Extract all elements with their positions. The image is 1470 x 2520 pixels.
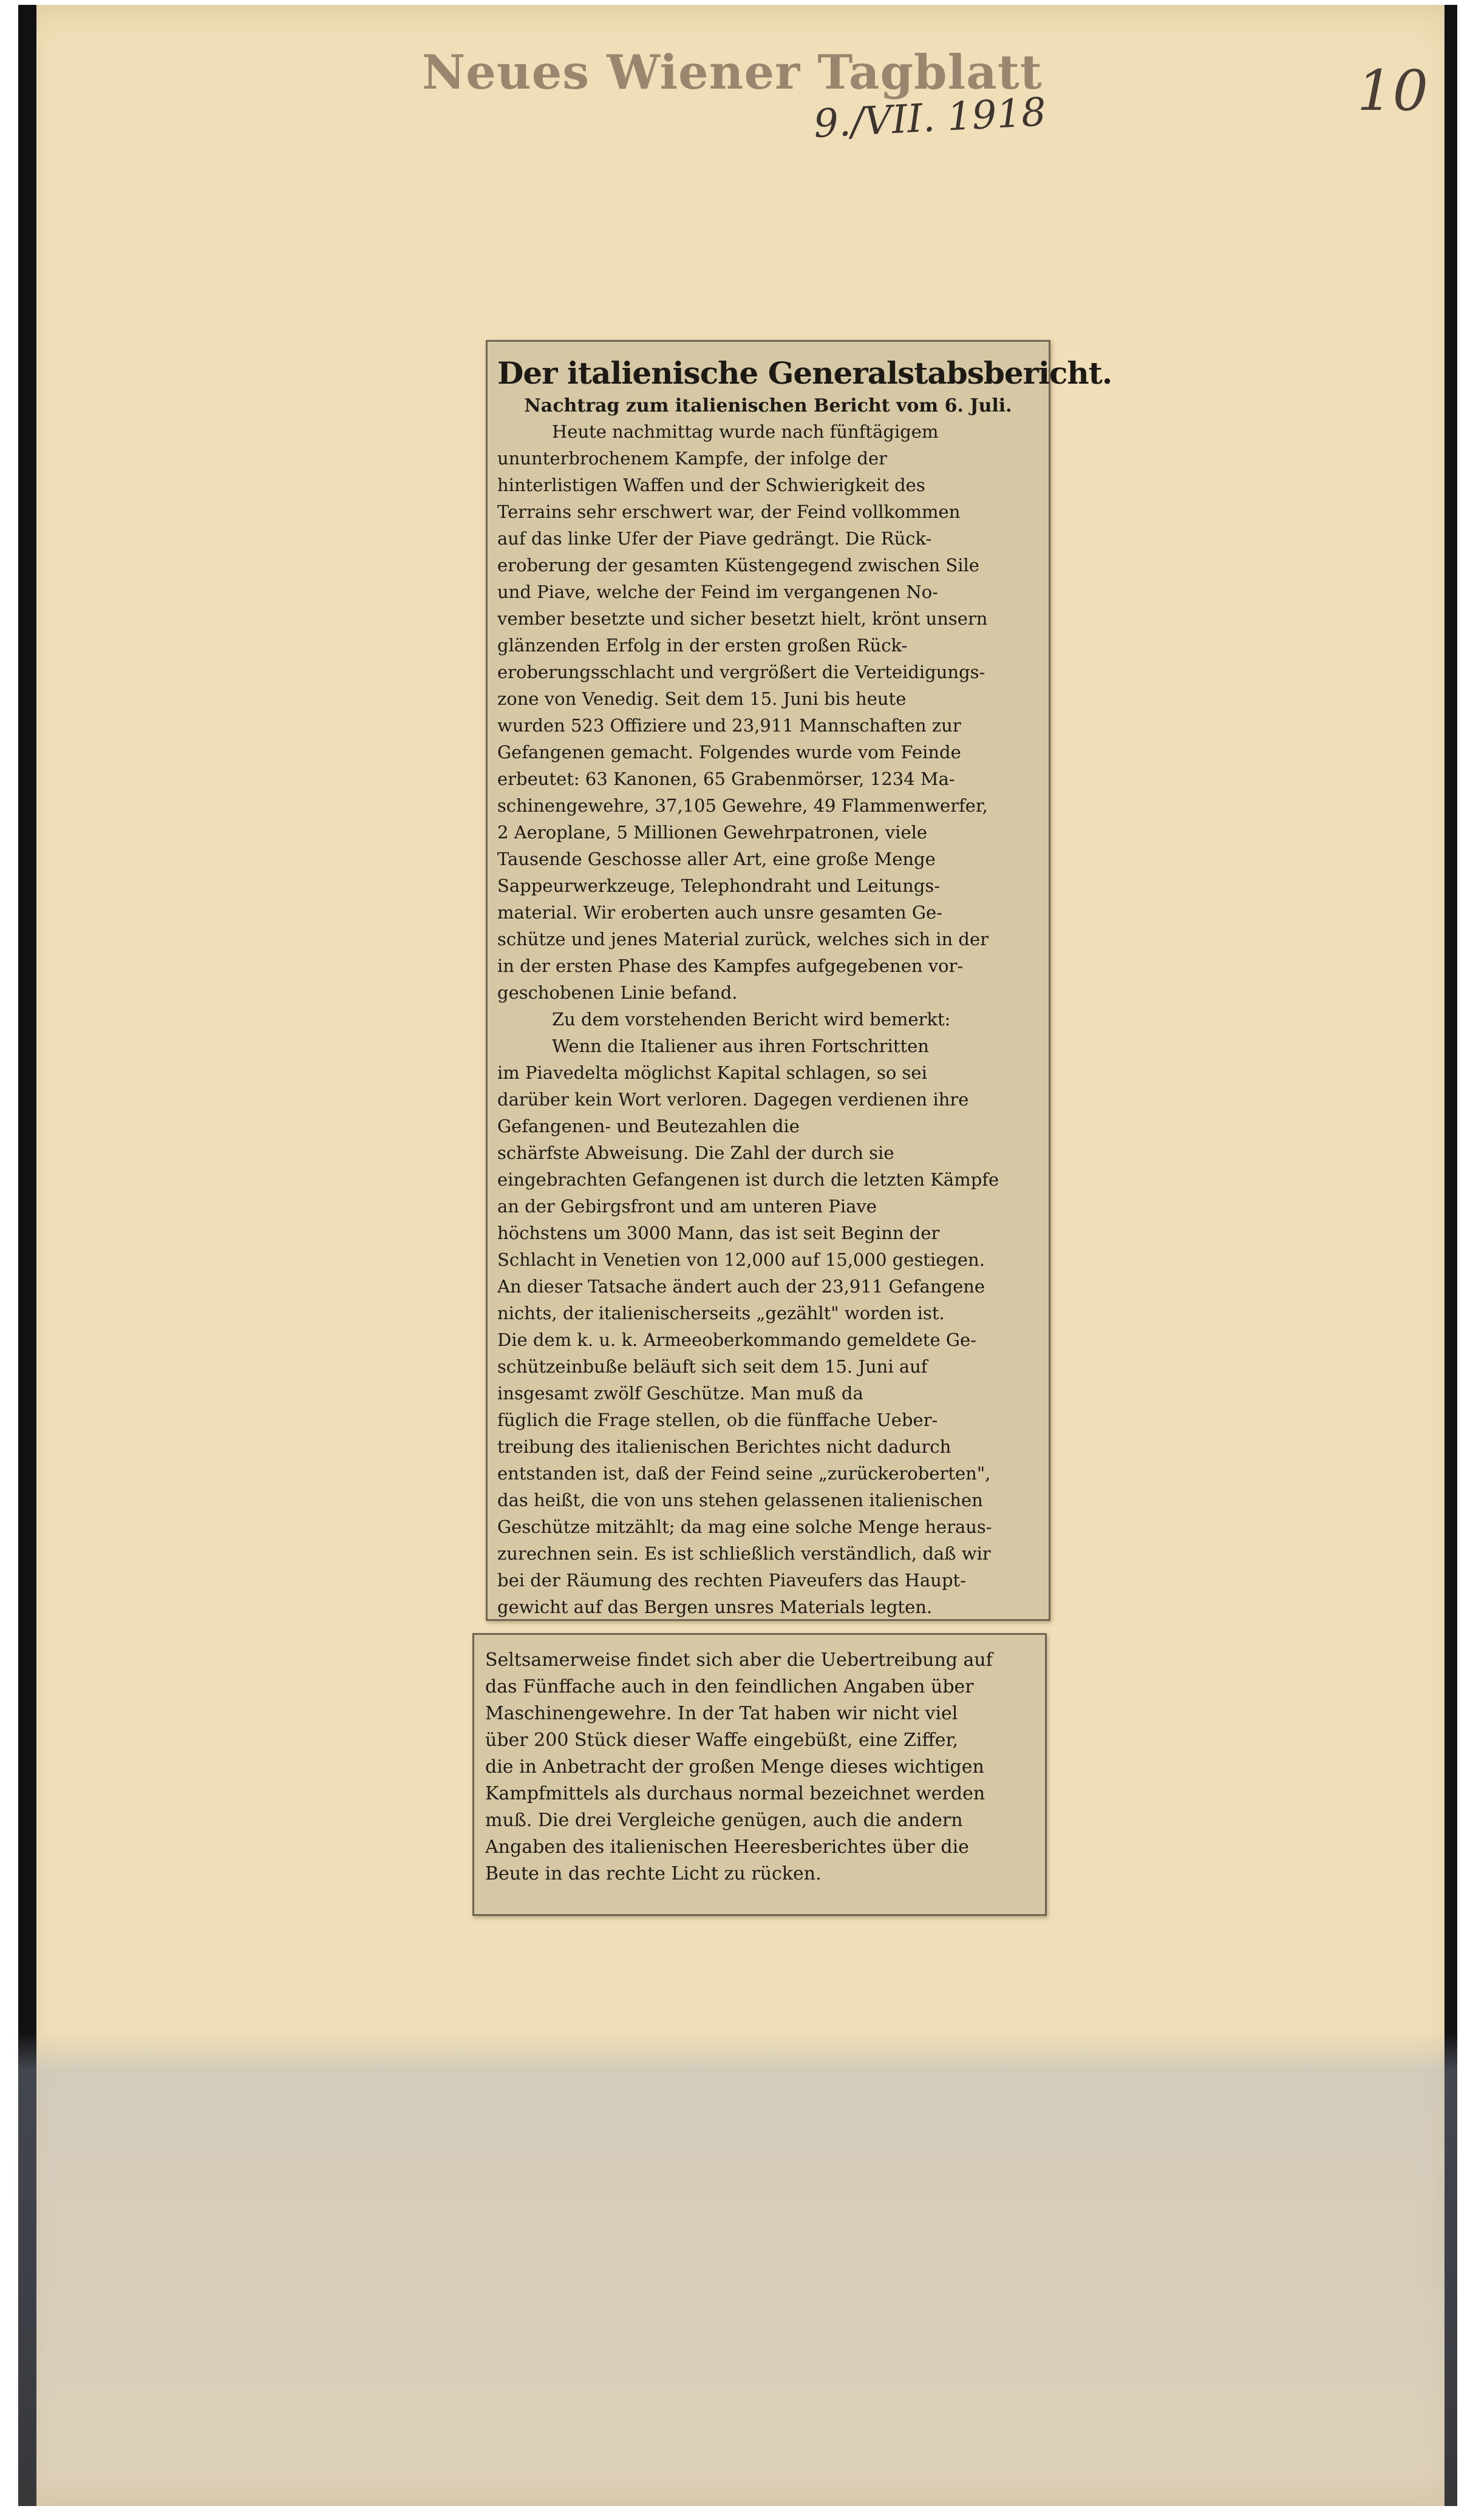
article-line: auf das linke Ufer der Piave gedrängt. Die Rück- — [497, 528, 932, 549]
scan-edge-right — [1444, 5, 1457, 2506]
article-line: zurechnen sein. Es ist schließlich verständlich, daß wir — [497, 1543, 991, 1564]
article-line: zone von Venedig. Seit dem 15. Juni bis heute — [497, 688, 907, 709]
article-line: hinterlistigen Waffen und der Schwierigkeit des — [497, 475, 925, 495]
newspaper-clipping-continuation — [472, 1633, 1047, 1916]
article-line: über 200 Stück dieser Waffe eingebüßt, eine Ziffer, — [485, 1730, 959, 1751]
handwritten-date: 9./VII. 1918 — [812, 90, 1047, 147]
article-line: vember besetzte und sicher besetzt hielt, krönt unsern — [497, 608, 988, 629]
article-line: Gefangenen gemacht. Folgendes wurde vom Feinde — [497, 742, 961, 762]
article-line: Heute nachmittag wurde nach fünftägigem — [552, 421, 939, 442]
article-line: Tausende Geschosse aller Art, eine große Menge — [497, 849, 936, 869]
article-line: eroberungsschlacht und vergrößert die Verteidigungs- — [497, 662, 985, 682]
article-line: und Piave, welche der Feind im vergangenen No- — [497, 582, 939, 602]
article-line: Kampfmittels als durchaus normal bezeichnet werden — [485, 1783, 985, 1804]
article-line: das Fünffache auch in den feindlichen Angaben über — [485, 1676, 974, 1697]
article-line: Gefangenen- und Beutezahlen die — [497, 1116, 800, 1136]
article-line: schützeinbuße beläuft sich seit dem 15. Juni auf — [497, 1356, 928, 1377]
article-line: glänzenden Erfolg in der ersten großen Rück- — [497, 635, 908, 656]
article-line: entstanden ist, daß der Feind seine „zurückeroberten", — [497, 1463, 991, 1484]
article-line: Maschinengewehre. In der Tat haben wir nicht viel — [485, 1703, 958, 1724]
article-line: muß. Die drei Vergleiche genügen, auch die andern — [485, 1810, 963, 1831]
article-line: Sappeurwerkzeuge, Telephondraht und Leitungs- — [497, 875, 941, 896]
article-line: nichts, der italienischerseits „gezählt" worden ist. — [497, 1303, 945, 1323]
newspaper-clipping — [486, 340, 1112, 1621]
article-line: erbeutet: 63 Kanonen, 65 Grabenmörser, 1234 Ma- — [497, 769, 955, 789]
article-line: wurden 523 Offiziere und 23,911 Mannschaften zur — [497, 715, 961, 736]
article-line: höchstens um 3000 Mann, das ist seit Beginn der — [497, 1223, 940, 1243]
article-line: Seltsamerweise findet sich aber die Uebertreibung auf — [485, 1649, 993, 1671]
article-line: Schlacht in Venetien von 12,000 auf 15,000 gestiegen. — [497, 1249, 985, 1270]
article-line: Die dem k. u. k. Armeeoberkommando gemeldete Ge- — [497, 1330, 976, 1350]
article-line: Terrains sehr erschwert war, der Feind vollkommen — [497, 501, 961, 522]
article-line: 2 Aeroplane, 5 Millionen Gewehrpatronen, viele — [497, 822, 928, 843]
article-line: gewicht auf das Bergen unsres Materials legten. — [497, 1597, 933, 1617]
article-line: das heißt, die von uns stehen gelassenen italienischen — [497, 1490, 983, 1510]
article-line: schärfste Abweisung. Die Zahl der durch sie — [497, 1143, 894, 1163]
article-line: Angaben des italienischen Heeresberichtes über die — [485, 1836, 969, 1858]
article-subhead: Nachtrag zum italienischen Bericht vom 6. Juli. — [524, 395, 1012, 416]
article-line: die in Anbetracht der großen Menge dieses wichtigen — [485, 1756, 984, 1778]
article-line: geschobenen Linie befand. — [497, 982, 738, 1003]
article-line: bei der Räumung des rechten Piaveufers das Haupt- — [497, 1570, 966, 1591]
article-headline: Der italienische Generalstabsbericht. — [497, 355, 1112, 391]
article-body — [497, 418, 1039, 1620]
scan-edge-left — [18, 5, 36, 2506]
article-line: an der Gebirgsfront und am unteren Piave — [497, 1196, 877, 1217]
article-line: schütze und jenes Material zurück, welches sich in der — [497, 929, 989, 949]
article-line: in der ersten Phase des Kampfes aufgegebenen vor- — [497, 956, 964, 976]
article-line: im Piavedelta möglichst Kapital schlagen, so sei — [497, 1062, 927, 1083]
article-line: eingebrachten Gefangenen ist durch die letzten Kämpfe — [497, 1169, 999, 1190]
article-line: ununterbrochenem Kampfe, der infolge der — [497, 448, 888, 469]
handwritten-page-number: 10 — [1357, 58, 1429, 123]
article-line: schinengewehre, 37,105 Gewehre, 49 Flammenwerfer, — [497, 795, 988, 816]
article-line: material. Wir eroberten auch unsre gesamten Ge- — [497, 902, 943, 923]
article-line: Wenn die Italiener aus ihren Fortschritten — [552, 1036, 929, 1056]
article-line: Beute in das rechte Licht zu rücken. — [485, 1863, 822, 1884]
article-line: insgesamt zwölf Geschütze. Man muß da — [497, 1383, 863, 1404]
newspaper-stamp: Neues Wiener Tagblatt — [422, 45, 1043, 100]
article-line: darüber kein Wort verloren. Dagegen verdienen ihre — [497, 1089, 969, 1110]
article-line: An dieser Tatsache ändert auch der 23,911 Gefangene — [497, 1276, 985, 1297]
article-line: füglich die Frage stellen, ob die fünffache Ueber- — [497, 1410, 938, 1430]
article-line: eroberung der gesamten Küstengegend zwischen Sile — [497, 555, 979, 576]
article-line: treibung des italienischen Berichtes nicht dadurch — [497, 1436, 951, 1457]
article-line: Geschütze mitzählt; da mag eine solche Menge heraus- — [497, 1516, 992, 1537]
continuation-body — [485, 1647, 1034, 1887]
article-line: Zu dem vorstehenden Bericht wird bemerkt: — [552, 1009, 951, 1030]
